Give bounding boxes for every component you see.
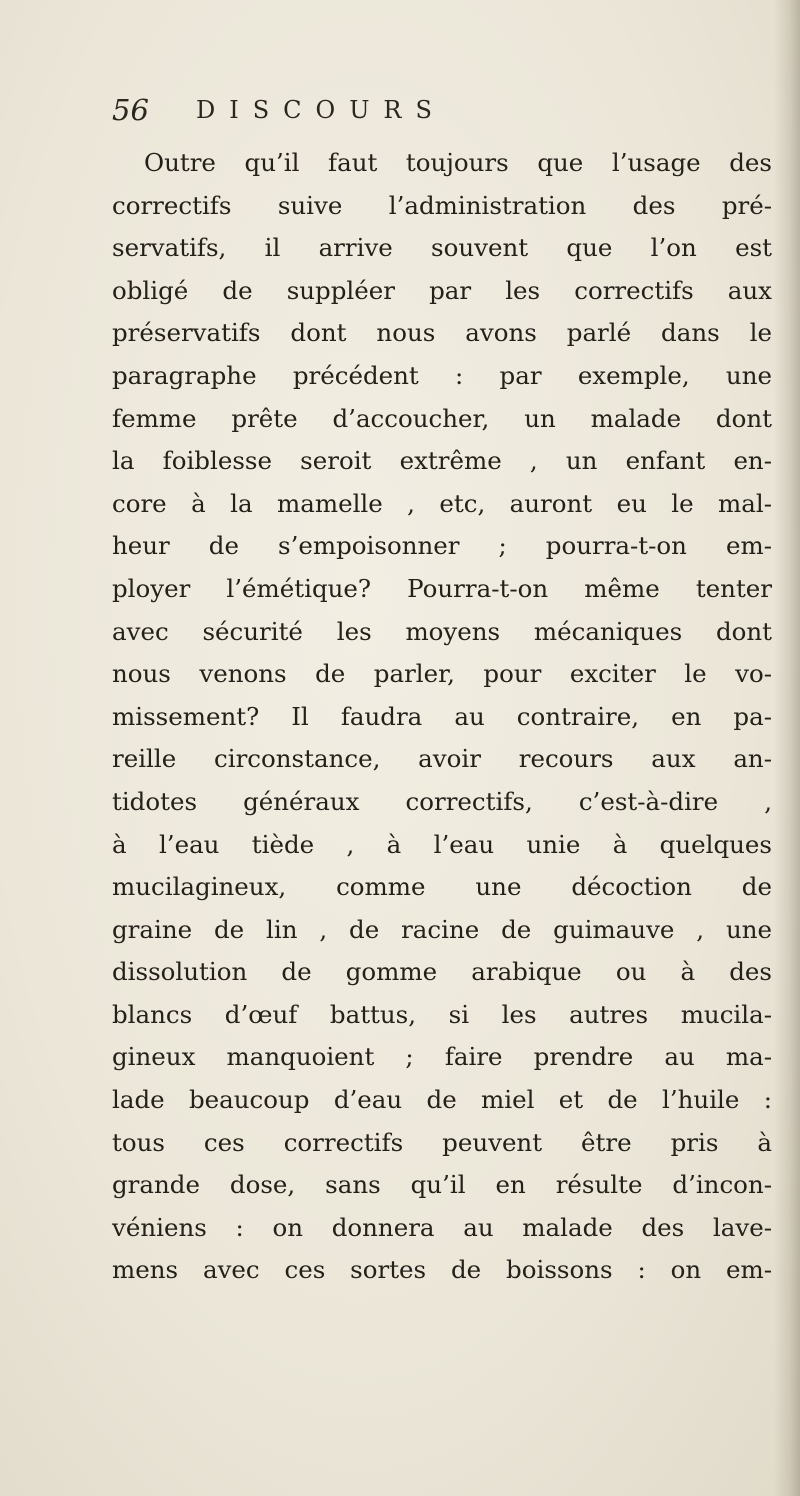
text-line: la foiblesse seroit extrême , un enfant en- — [112, 446, 772, 476]
text-line: tous ces correctifs peuvent être pris à — [112, 1127, 772, 1157]
text-line: heur de s’empoisonner ; pourra-t-on em- — [112, 531, 772, 561]
text-line: femme prête d’accoucher, un malade dont — [112, 403, 772, 433]
text-line: grande dose, sans qu’il en résulte d’incon- — [112, 1170, 772, 1200]
text-line: missement? Il faudra au contraire, en pa- — [112, 701, 772, 731]
text-line: tidotes généraux correctifs, c’est-à-dire , — [112, 786, 772, 816]
text-line: Outre qu’il faut toujours que l’usage des — [144, 148, 772, 177]
text-line: à l’eau tiède , à l’eau unie à quelques — [112, 829, 772, 859]
running-title: DISCOURS — [196, 96, 446, 124]
text-line: véniens : on donnera au malade des lave- — [112, 1212, 772, 1242]
text-line: avec sécurité les moyens mécaniques dont — [112, 616, 772, 646]
text-line: nous venons de parler, pour exciter le vo- — [112, 659, 772, 689]
text-line: core à la mamelle , etc, auront eu le mal- — [112, 488, 772, 518]
body-text — [112, 142, 788, 1292]
text-line: gineux manquoient ; faire prendre au ma- — [112, 1042, 772, 1072]
text-line: mens avec ces sortes de boissons : on em- — [112, 1255, 772, 1285]
text-line: correctifs suive l’administration des pré- — [112, 190, 772, 220]
text-line: ployer l’émétique? Pourra-t-on même tenter — [112, 573, 772, 603]
text-line: servatifs, il arrive souvent que l’on est — [112, 233, 772, 263]
text-line: paragraphe précédent : par exemple, une — [112, 360, 772, 390]
text-line: lade beaucoup d’eau de miel et de l’huile : — [112, 1085, 772, 1115]
text-line: reille circonstance, avoir recours aux an- — [112, 744, 772, 774]
text-line: graine de lin , de racine de guimauve , une — [112, 914, 772, 944]
text-line: dissolution de gomme arabique ou à des — [112, 957, 772, 987]
page-header — [112, 88, 672, 132]
page-number: 56 — [112, 93, 149, 127]
text-line: mucilagineux, comme une décoction de — [112, 872, 772, 902]
text-line: préservatifs dont nous avons parlé dans le — [112, 318, 772, 348]
text-line: obligé de suppléer par les correctifs aux — [112, 275, 772, 305]
text-line: blancs d’œuf battus, si les autres mucila- — [112, 999, 772, 1029]
